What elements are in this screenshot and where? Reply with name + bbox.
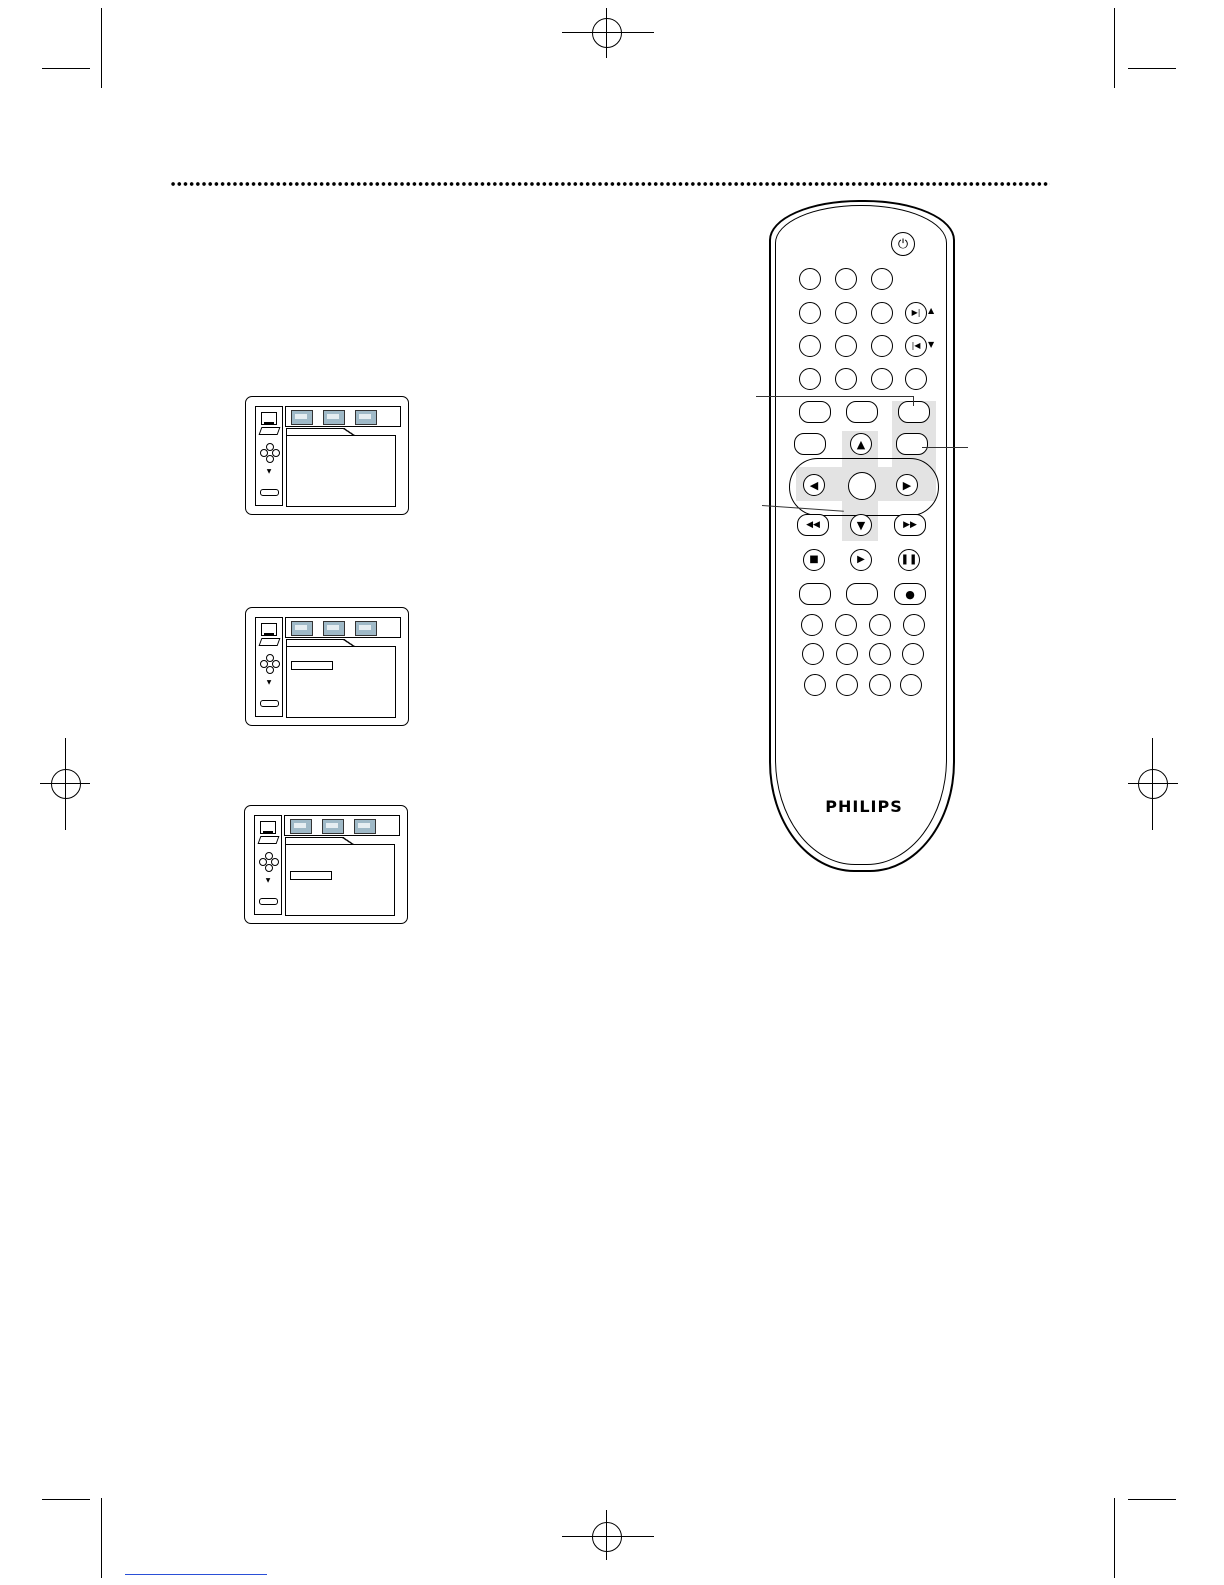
tv-icon (261, 623, 277, 636)
remote-button[interactable] (799, 302, 821, 324)
dpad-icon (259, 852, 277, 870)
menu-screen-1 (245, 396, 409, 515)
oval-button[interactable] (794, 433, 826, 455)
arrow-down-icon: ▼ (266, 468, 272, 475)
remote-button[interactable] (802, 643, 824, 665)
remote-button[interactable] (801, 614, 823, 636)
menu-content-pane (286, 646, 396, 718)
arrow-up-icon: ▲ (928, 306, 935, 315)
callout-line (922, 447, 968, 448)
remote-button[interactable] (835, 368, 857, 390)
remote-button[interactable] (804, 674, 826, 696)
remote-button[interactable] (869, 614, 891, 636)
power-icon: ⏻ (897, 236, 909, 252)
pause-icon: ❚❚ (900, 554, 918, 565)
crop-mark (1128, 68, 1176, 69)
selected-item-box (290, 871, 332, 880)
oval-button[interactable] (846, 401, 878, 423)
skip-next-button[interactable] (905, 302, 927, 324)
remote-button[interactable] (871, 368, 893, 390)
skip-next-icon: ▶| (911, 308, 921, 317)
menu-tab-bar (285, 617, 401, 638)
pause-button[interactable] (898, 549, 920, 571)
remote-button[interactable] (869, 674, 891, 696)
menu-sidebar (255, 406, 283, 506)
ok-icon (259, 898, 278, 905)
menu-icon-1 (290, 819, 312, 834)
menu-icon-2 (323, 621, 345, 636)
arrow-down-icon: ▼ (856, 518, 866, 532)
crop-mark (101, 1498, 102, 1578)
dpad-icon (260, 443, 278, 461)
remote-button[interactable] (900, 674, 922, 696)
rewind-icon: ◀◀ (806, 519, 820, 530)
arrow-down-icon: ▼ (928, 340, 935, 349)
arrow-down-icon: ▼ (265, 877, 271, 884)
footer-underline (125, 1574, 267, 1585)
menu-icon-2 (323, 410, 345, 425)
ok-icon (260, 489, 279, 496)
remote-button[interactable] (871, 335, 893, 357)
skip-previous-icon: |◀ (911, 341, 921, 350)
menu-content-pane (285, 844, 395, 916)
remote-button[interactable] (871, 302, 893, 324)
remote-button[interactable] (902, 643, 924, 665)
crop-mark (101, 8, 102, 88)
callout-line (913, 396, 914, 406)
fast-forward-button[interactable] (894, 514, 926, 536)
arrow-right-icon: ▶ (902, 478, 912, 492)
play-icon: ▶ (857, 554, 865, 565)
skip-previous-button[interactable] (905, 335, 927, 357)
oval-button-highlighted[interactable] (898, 401, 930, 423)
ok-icon (260, 700, 279, 707)
selected-item-box (291, 661, 333, 670)
remote-button[interactable] (799, 268, 821, 290)
menu-screen-3 (244, 805, 408, 924)
oval-button[interactable] (799, 401, 831, 423)
menu-content-pane (286, 435, 396, 507)
vcr-icon (259, 427, 281, 435)
record-icon: ● (905, 587, 915, 601)
menu-screen-2 (245, 607, 409, 726)
remote-button[interactable] (799, 335, 821, 357)
crop-mark (1128, 1499, 1176, 1500)
stop-button[interactable] (803, 549, 825, 571)
dpad-icon (260, 654, 278, 672)
oval-button-highlighted[interactable] (896, 433, 928, 455)
vcr-icon (259, 638, 281, 646)
callout-line (756, 396, 914, 397)
remote-button[interactable] (871, 268, 893, 290)
right-arrow-button[interactable] (896, 474, 918, 496)
arrow-up-icon: ▲ (856, 437, 866, 451)
remote-button[interactable] (836, 674, 858, 696)
tv-icon (260, 821, 276, 834)
remote-button[interactable] (835, 268, 857, 290)
stop-icon: ■ (809, 554, 819, 565)
remote-button[interactable] (835, 302, 857, 324)
arrow-down-icon: ▼ (266, 679, 272, 686)
remote-button[interactable] (869, 643, 891, 665)
dotted-rule (170, 181, 1050, 187)
play-button[interactable] (850, 549, 872, 571)
remote-button[interactable] (835, 614, 857, 636)
crop-mark (1114, 8, 1115, 88)
menu-icon-3 (354, 819, 376, 834)
power-button[interactable] (891, 232, 915, 256)
remote-button[interactable] (836, 643, 858, 665)
menu-icon-3 (355, 410, 377, 425)
menu-tab-bar (284, 815, 400, 836)
up-arrow-button[interactable] (850, 433, 872, 455)
remote-button[interactable] (799, 368, 821, 390)
vcr-icon (258, 836, 280, 844)
remote-button[interactable] (905, 368, 927, 390)
crop-mark (42, 68, 90, 69)
oval-button[interactable] (799, 583, 831, 605)
menu-tab-bar (285, 406, 401, 427)
ok-button[interactable] (848, 472, 876, 500)
menu-icon-3 (355, 621, 377, 636)
oval-button[interactable] (846, 583, 878, 605)
menu-icon-1 (291, 621, 313, 636)
menu-sidebar (254, 815, 282, 915)
menu-icon-2 (322, 819, 344, 834)
rewind-button[interactable] (797, 514, 829, 536)
brand-logo: PHILIPS (825, 797, 903, 816)
record-button[interactable] (894, 583, 926, 605)
crop-mark (1114, 1498, 1115, 1578)
menu-icon-1 (291, 410, 313, 425)
arrow-left-icon: ◀ (809, 478, 819, 492)
remote-button[interactable] (903, 614, 925, 636)
fast-forward-icon: ▶▶ (903, 519, 917, 530)
menu-sidebar (255, 617, 283, 717)
down-arrow-button[interactable] (850, 514, 872, 536)
tv-icon (261, 412, 277, 425)
remote-button[interactable] (835, 335, 857, 357)
crop-mark (42, 1499, 90, 1500)
left-arrow-button[interactable] (803, 474, 825, 496)
